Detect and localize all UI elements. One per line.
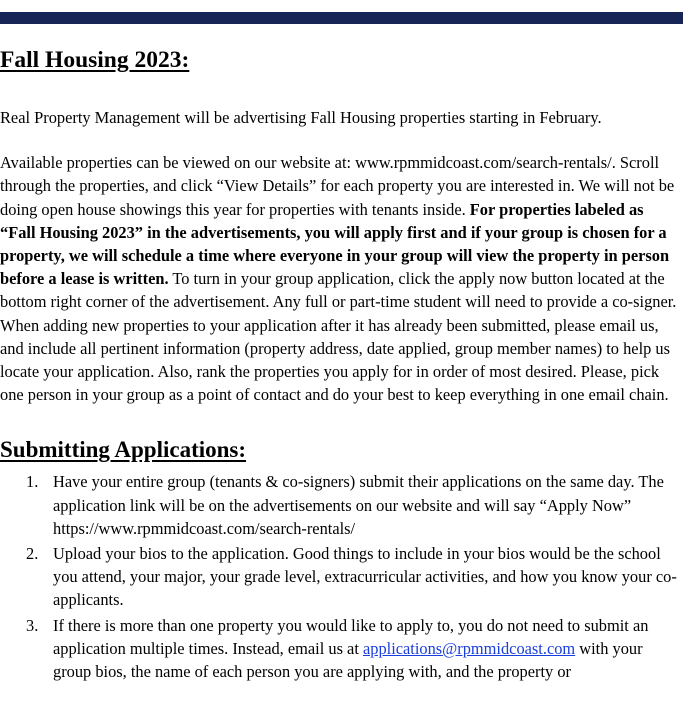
list-item-text-end: with your group bios, the name of each person you are applying with, and the property or: [53, 638, 643, 682]
list-item-number: 2.: [26, 544, 39, 564]
intro-paragraph: Real Property Management will be advertising Fall Housing properties starting in February.: [0, 108, 602, 127]
list-item-number: 3.: [26, 615, 39, 635]
list-item-number: 1.: [26, 472, 39, 492]
details-bold-notice: For properties labeled as “Fall Housing 2023” in the advertisements, you will apply first and if your group is chosen for a property, we will schedule a time where everyone in your group will view the property in person before a lease is written.: [0, 199, 670, 289]
document-body: [0, 40, 681, 683]
fall-housing-heading: Fall Housing 2023:: [0, 47, 190, 73]
applications-email-link[interactable]: applications@rpmmidcoast.com: [362, 638, 576, 658]
list-item: [0, 614, 681, 684]
list-item-text: Have your entire group (tenants & co-signers) submit their applications on the same day. The application link will be on the advertisements on our website and will say “Apply Now” https://www.rpmmidcoast.com/search-rentals/: [53, 472, 664, 538]
list-item: [0, 470, 681, 540]
list-item-text: Upload your bios to the application. Good things to include in your bios would be the school you attend, your major, your grade level, extracurricular activities, and how you know your co-applicants.: [53, 544, 677, 610]
submitting-applications-heading: Submitting Applications:: [0, 437, 247, 463]
submission-steps-list: [0, 470, 681, 683]
list-item: [0, 542, 681, 612]
details-paragraph: [0, 151, 681, 406]
list-item-text: If there is more than one property you would like to apply to, you do not need to submit an application multiple times. Instead, email us at: [53, 615, 649, 658]
details-text-start: Available properties can be viewed on our website at: www.rpmmidcoast.com/search-rentals/. Scroll through the properties, and click “View Details” for each property you are interested in. We will not be doing open house showings this year for properties with tenants inside.: [0, 153, 675, 219]
header-accent-bar: [0, 12, 683, 24]
details-text-end: To turn in your group application, click the apply now button located at the bottom right corner of the advertisement. Any full or part-time student will need to provide a co-signer. When adding new properties to your application after it has already been submitted, please email us, and include all pertinent information (property address, date applied, group member names) to help us locate your application. Also, rank the properties you apply for in order of most desired. Please, pick one person in your group as a point of contact and do your best to keep everything in one email chain.: [0, 269, 677, 405]
